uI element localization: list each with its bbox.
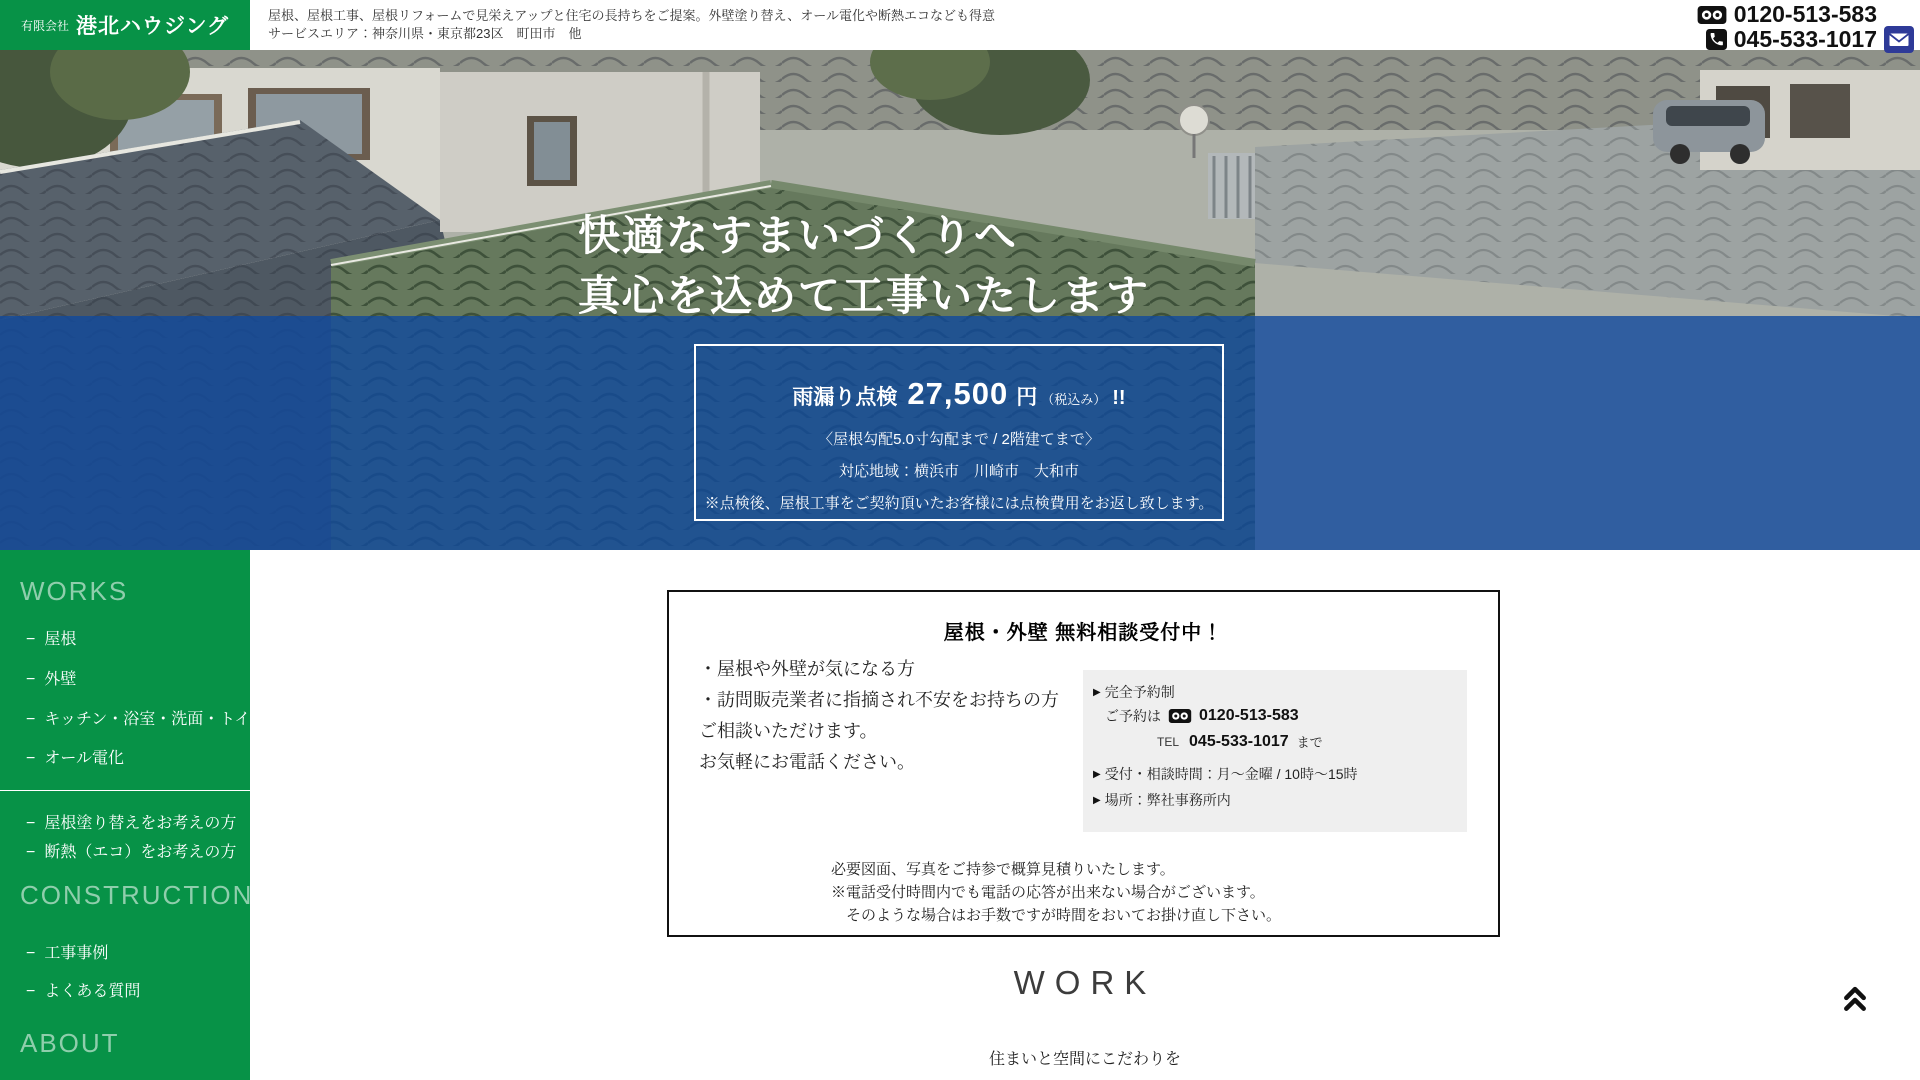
reserve-line3-suffix: まで (1296, 735, 1323, 750)
free-dial-row[interactable] (1697, 3, 1914, 26)
hero-title-line1: 快適なすまいづくりへ (578, 212, 1019, 259)
tel-row[interactable] (1706, 28, 1914, 51)
hero-title (578, 206, 1150, 326)
mail-icon[interactable] (1884, 26, 1914, 53)
note-line: 必要図面、写真をご持参で概算見積りいたします。 (831, 861, 1175, 878)
note-line: ※電話受付時間内でも電話の応答が出来ない場合がございます。 (831, 884, 1265, 901)
bullet: − (26, 844, 36, 861)
sidebar-item-label: キッチン・浴室・洗面・トイレ (44, 711, 267, 728)
header (0, 0, 1920, 50)
promo-tax-note: （税込み） (1041, 392, 1107, 407)
freedial-icon (1168, 709, 1192, 723)
phone-square-icon (1706, 29, 1727, 50)
sidebar-item-label: 屋根塗り替えをお考えの方 (44, 815, 237, 832)
company-name: 港北ハウジング (75, 15, 230, 38)
reserve-line1 (1093, 682, 1175, 702)
sidebar-heading-about: ABOUT (20, 1028, 120, 1058)
sidebar-item-faq[interactable] (26, 978, 140, 1001)
promo-service: 雨漏り点検 (792, 386, 898, 409)
promo-bang: !! (1112, 387, 1126, 409)
consultation-title: 屋根・外壁 無料相談受付中！ (943, 622, 1224, 644)
scroll-to-top-button[interactable] (1836, 980, 1874, 1020)
play-icon: ▶ (1093, 768, 1101, 780)
sidebar-nav (0, 550, 267, 1080)
company-logo[interactable] (0, 0, 250, 50)
bullet: − (26, 671, 36, 688)
promo-headline (696, 376, 1222, 412)
tagline-line1: 屋根、屋根工事、屋根リフォームで見栄えアップと住宅の長持ちをご提案。外壁塗り替え、オール電化や断熱エコなども得意 (268, 8, 995, 23)
note-line: そのような場合はお手数ですが時間をおいてお掛け直し下さい。 (831, 907, 1282, 924)
sidebar-item-wall[interactable] (26, 666, 76, 689)
reserve-line5 (1093, 790, 1231, 810)
promo-unit: 円 (1016, 386, 1038, 409)
promo-note: ※点検後、屋根工事をご契約頂いたお客様には点検費用をお返し致します。 (704, 495, 1214, 512)
tel-number: 045-533-1017 (1733, 26, 1877, 52)
bullet: − (26, 983, 36, 1000)
point-line: ご相談いただけます。 (699, 721, 878, 741)
reserve-line4 (1093, 764, 1358, 784)
sidebar-divider (0, 790, 250, 791)
company-prefix: 有限会社 (20, 18, 69, 33)
reserve-line4-text: 受付・相談時間：月〜金曜 / 10時〜15時 (1104, 766, 1358, 782)
bullet: − (26, 815, 36, 832)
bullet: − (26, 750, 36, 767)
header-tagline (268, 7, 995, 43)
reserve-tel-number: 045-533-1017 (1189, 732, 1289, 750)
play-icon: ▶ (1093, 686, 1101, 698)
hero-title-line2: 真心を込めて工事いたします (578, 272, 1151, 319)
sidebar-item-kitchen-bath[interactable] (26, 706, 266, 729)
sidebar-item-roof-repaint[interactable] (26, 810, 236, 833)
hero-banner (0, 50, 1920, 550)
reserve-line2[interactable] (1105, 706, 1299, 726)
bullet: − (26, 631, 36, 648)
bullet: − (26, 945, 36, 962)
promo-box (694, 344, 1224, 521)
reserve-line1-text: 完全予約制 (1104, 684, 1175, 700)
sidebar-item-work-examples[interactable] (26, 940, 108, 963)
bullet: − (26, 711, 36, 728)
tagline-line2: サービスエリア：神奈川県・東京都23区 町田市 他 (268, 26, 582, 41)
work-section-subtext: 住まいと空間にこだわりを (988, 1051, 1181, 1068)
work-section-heading: WORK (1013, 964, 1157, 1001)
consultation-box (667, 590, 1500, 937)
consultation-notes (831, 858, 1281, 927)
sidebar-item-label: 工事事例 (44, 945, 109, 962)
promo-condition: 〈屋根勾配5.0寸勾配まで / 2階建てまで〉 (818, 431, 1100, 448)
promo-price: 27,500 (907, 376, 1009, 411)
consultation-points (699, 654, 1059, 778)
reserve-line2-prefix: ご予約は (1105, 708, 1161, 724)
reserve-line5-text: 場所：弊社事務所内 (1104, 792, 1231, 808)
sidebar-heading-works: WORKS (20, 576, 129, 606)
sidebar-item-label: 断熱（エコ）をお考えの方 (44, 844, 237, 861)
sidebar-item-insulation[interactable] (26, 839, 236, 862)
point-line: ・屋根や外壁が気になる方 (699, 659, 915, 679)
reserve-free-dial-number: 0120-513-583 (1199, 707, 1299, 724)
sidebar-item-label: 屋根 (44, 631, 77, 648)
tel-label: TEL (1157, 734, 1180, 749)
sidebar-item-all-electric[interactable] (26, 745, 124, 768)
promo-area: 対応地域：横浜市 川崎市 大和市 (838, 463, 1079, 480)
reservation-box (1083, 670, 1467, 832)
sidebar-item-label: 外壁 (44, 671, 77, 688)
sidebar-heading-construction: CONSTRUCTION (20, 880, 254, 910)
point-line: ・訪問販売業者に指摘され不安をお持ちの方 (699, 690, 1059, 710)
header-phones (1697, 3, 1914, 51)
chevron-double-up-icon (1842, 985, 1868, 1015)
point-line: お気軽にお電話ください。 (699, 752, 915, 772)
reserve-line3[interactable] (1157, 732, 1323, 751)
sidebar-item-roof[interactable] (26, 626, 76, 649)
sidebar-item-label: よくある質問 (44, 983, 141, 1000)
free-dial-number: 0120-513-583 (1733, 1, 1877, 27)
sidebar-item-label: オール電化 (44, 750, 125, 767)
play-icon: ▶ (1093, 794, 1101, 806)
freedial-icon (1697, 6, 1727, 24)
